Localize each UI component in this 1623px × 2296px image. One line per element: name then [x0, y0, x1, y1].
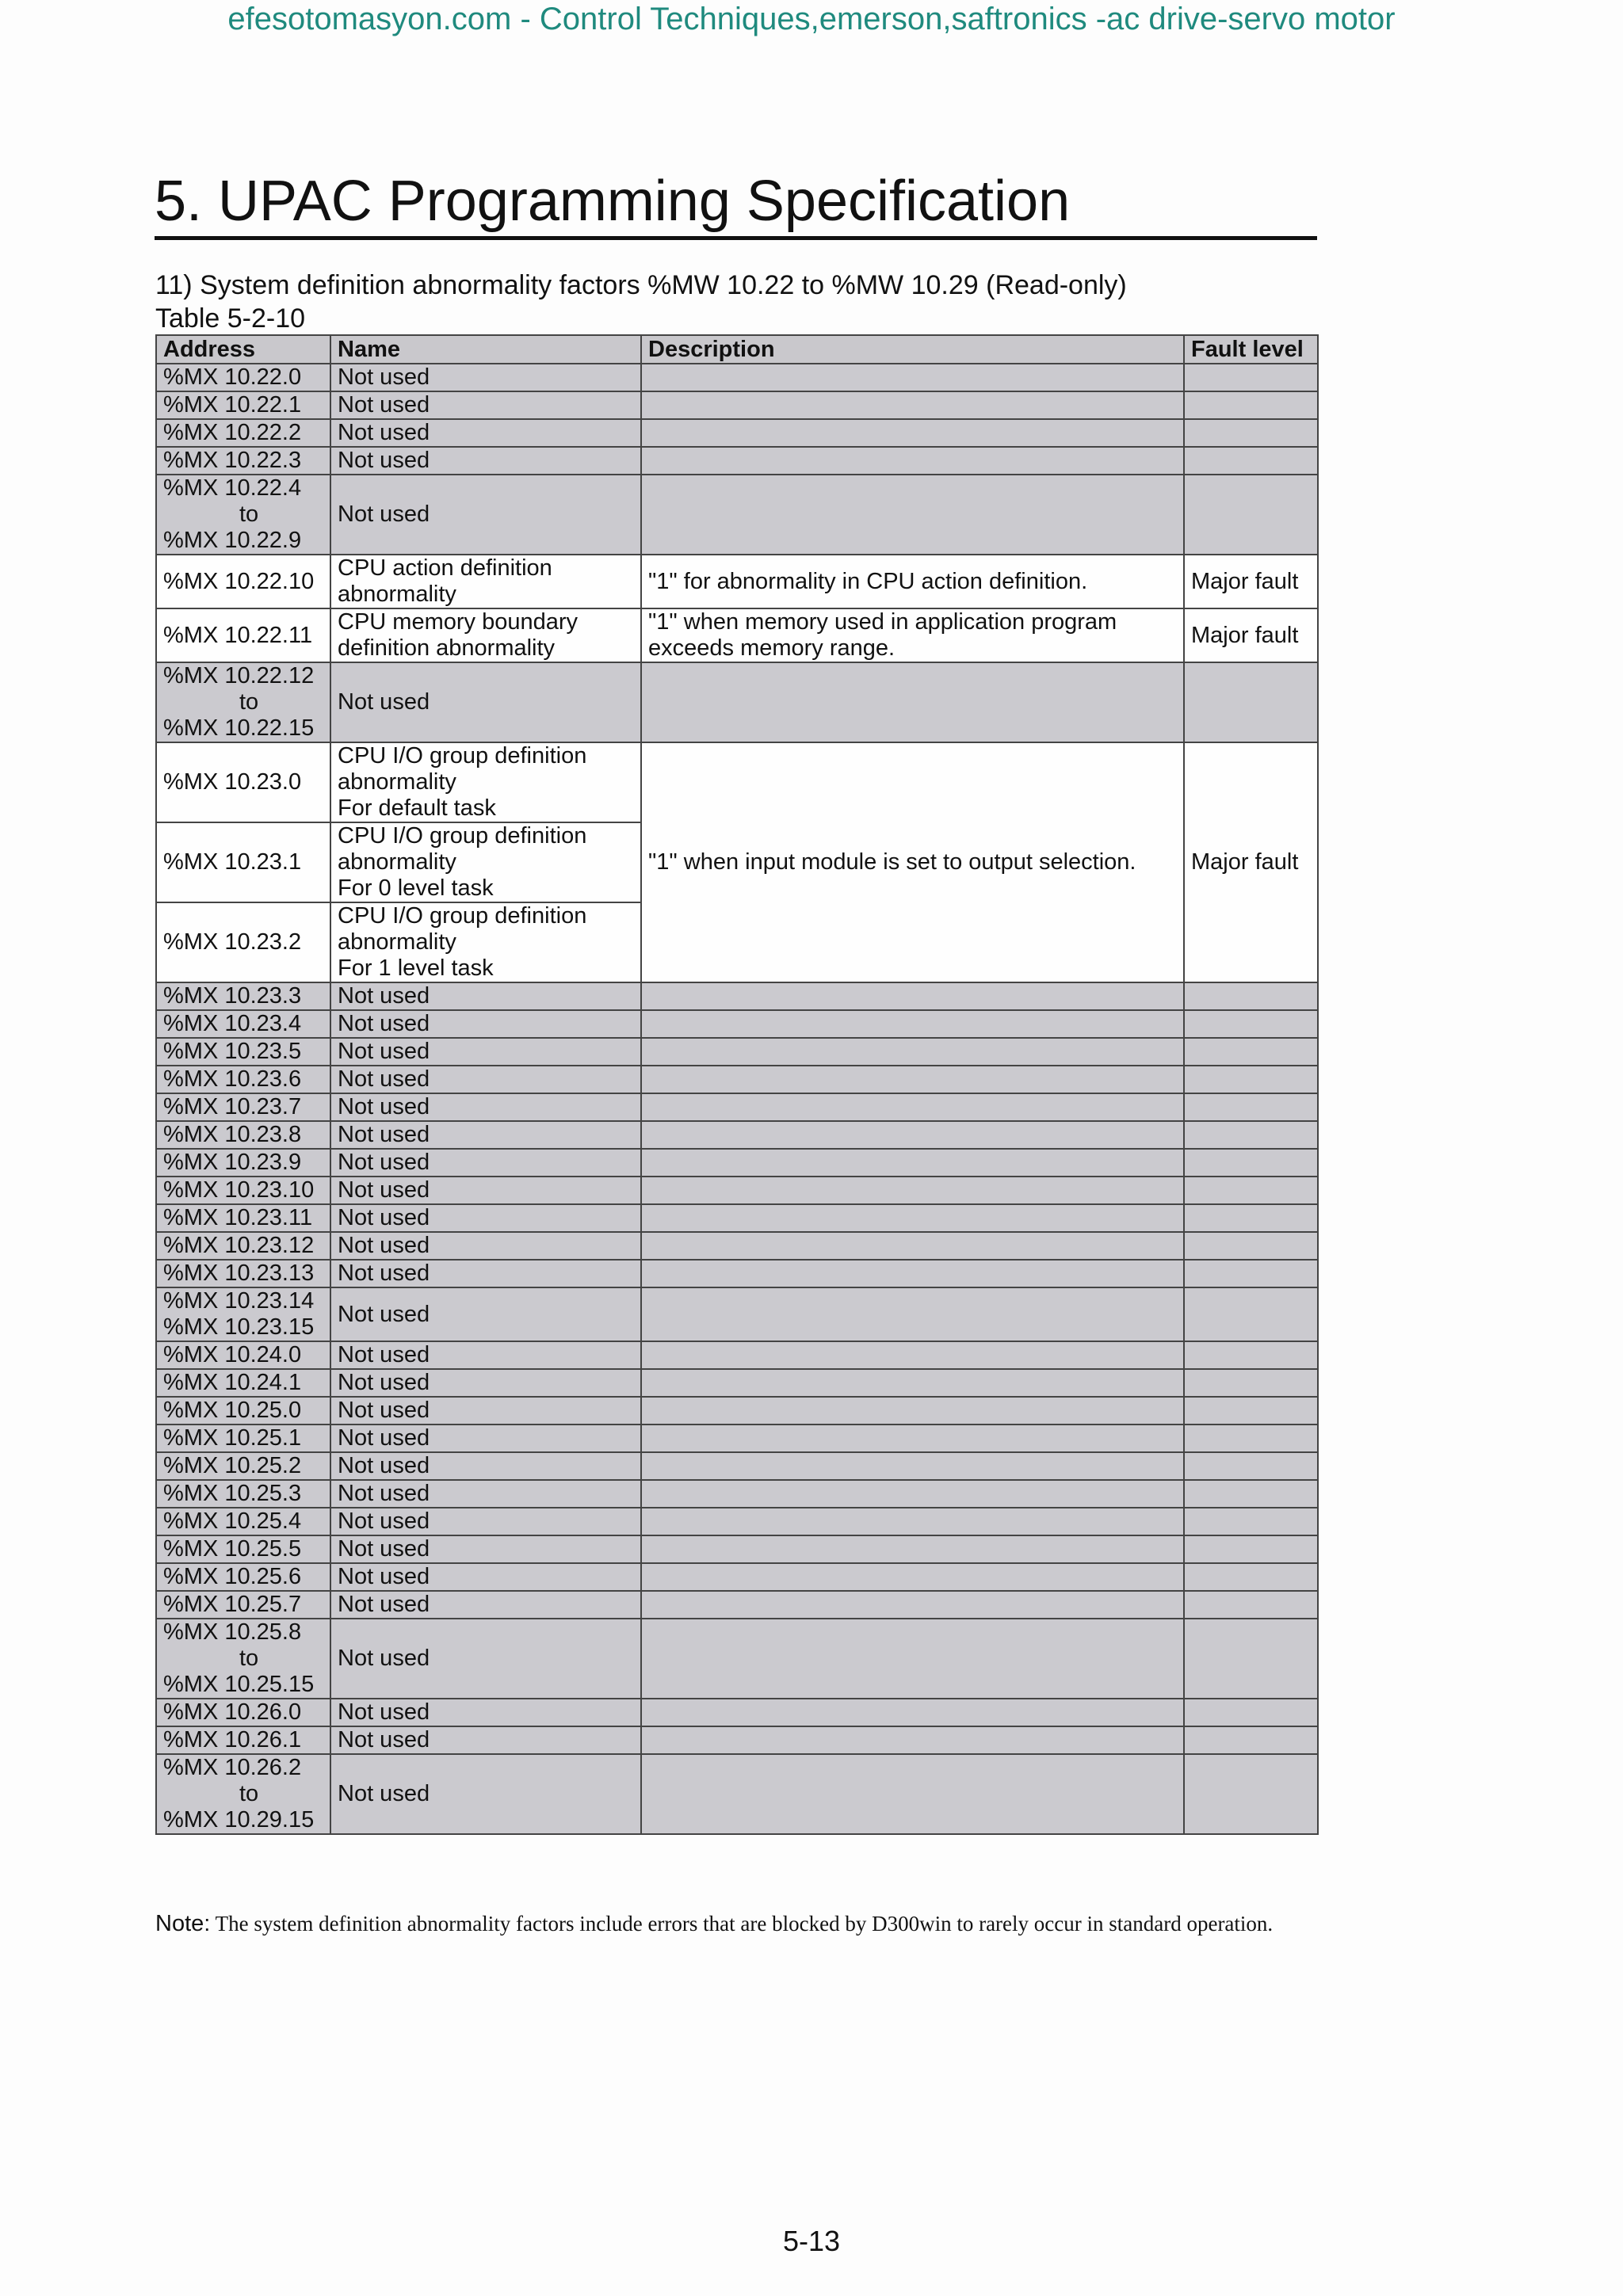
name-cell: Not used — [330, 982, 641, 1010]
address-line: %MX 10.23.4 — [163, 1011, 302, 1036]
table-row — [156, 1726, 1318, 1754]
address-cell — [156, 419, 330, 447]
address-line: %MX 10.23.5 — [163, 1039, 302, 1064]
fault-level-cell — [1184, 1177, 1318, 1204]
table-row — [156, 1397, 1318, 1425]
fault-level-cell — [1184, 1508, 1318, 1535]
name-line: CPU I/O group definition — [338, 823, 587, 849]
name-cell: Not used — [330, 1260, 641, 1287]
fault-level-cell — [1184, 1038, 1318, 1066]
name-cell: Not used — [330, 1535, 641, 1563]
address-cell — [156, 1093, 330, 1121]
table-row — [156, 1149, 1318, 1177]
address-cell — [156, 1038, 330, 1066]
fault-level-cell — [1184, 1619, 1318, 1699]
address-line: %MX 10.24.0 — [163, 1342, 302, 1367]
table-row — [156, 447, 1318, 475]
address-line: to — [239, 502, 259, 527]
table-row — [156, 555, 1318, 608]
fault-level-cell — [1184, 1260, 1318, 1287]
address-line: %MX 10.25.7 — [163, 1592, 302, 1617]
column-header-address: Address — [156, 335, 330, 364]
abnormality-factors-table — [155, 334, 1319, 1835]
name-line: abnormality — [338, 849, 456, 875]
description-cell — [641, 1341, 1184, 1369]
table-header-row — [156, 335, 1318, 364]
name-cell: CPU action definition abnormality — [330, 555, 641, 608]
address-cell — [156, 1591, 330, 1619]
description-cell — [641, 1452, 1184, 1480]
address-cell — [156, 1121, 330, 1149]
table-row — [156, 1232, 1318, 1260]
address-line: %MX 10.25.2 — [163, 1453, 302, 1478]
description-cell — [641, 1093, 1184, 1121]
name-cell: Not used — [330, 1591, 641, 1619]
address-line: to — [239, 689, 259, 715]
address-cell — [156, 1341, 330, 1369]
note — [155, 1911, 1273, 1937]
table-row — [156, 475, 1318, 555]
name-line: CPU I/O group definition — [338, 903, 587, 929]
fault-level-cell — [1184, 1397, 1318, 1425]
fault-level-cell — [1184, 1232, 1318, 1260]
table-row — [156, 1341, 1318, 1369]
address-line: to — [239, 1781, 259, 1806]
name-cell: Not used — [330, 1452, 641, 1480]
description-cell — [641, 1699, 1184, 1726]
table-row — [156, 1591, 1318, 1619]
address-cell — [156, 608, 330, 662]
address-cell — [156, 1149, 330, 1177]
table-row — [156, 742, 1318, 822]
name-cell: Not used — [330, 1754, 641, 1834]
description-cell — [641, 1726, 1184, 1754]
section-title: 11) System definition abnormality factors %MW 10.22 to %MW 10.29 (Read-only) — [155, 270, 1127, 300]
address-cell — [156, 391, 330, 419]
fault-level-cell — [1184, 1452, 1318, 1480]
address-line: %MX 10.23.15 — [163, 1314, 315, 1340]
fault-level-cell: Major fault — [1184, 742, 1318, 982]
name-cell: Not used — [330, 662, 641, 742]
address-cell — [156, 1699, 330, 1726]
address-cell — [156, 555, 330, 608]
chapter-title: 5. UPAC Programming Specification — [155, 168, 1317, 240]
table-row — [156, 1699, 1318, 1726]
fault-level-cell — [1184, 1591, 1318, 1619]
name-cell: Not used — [330, 1204, 641, 1232]
fault-level-cell — [1184, 419, 1318, 447]
address-line: %MX 10.23.3 — [163, 983, 302, 1009]
table-row — [156, 1038, 1318, 1066]
address-line: %MX 10.23.6 — [163, 1066, 302, 1092]
address-line: %MX 10.22.9 — [163, 528, 302, 553]
name-cell: Not used — [330, 1563, 641, 1591]
address-line: %MX 10.22.0 — [163, 364, 302, 390]
table-row — [156, 1121, 1318, 1149]
table-row — [156, 608, 1318, 662]
name-cell: Not used — [330, 419, 641, 447]
note-label: Note: — [155, 1911, 211, 1936]
description-cell — [641, 1204, 1184, 1232]
name-cell: Not used — [330, 1287, 641, 1341]
table-row — [156, 1425, 1318, 1452]
address-line: %MX 10.23.9 — [163, 1150, 302, 1175]
description-cell — [641, 1232, 1184, 1260]
fault-level-cell — [1184, 1121, 1318, 1149]
name-cell: Not used — [330, 1038, 641, 1066]
address-cell — [156, 1066, 330, 1093]
address-cell — [156, 1535, 330, 1563]
address-cell — [156, 1260, 330, 1287]
name-cell: Not used — [330, 1149, 641, 1177]
description-cell — [641, 1369, 1184, 1397]
address-line: %MX 10.23.0 — [163, 769, 302, 795]
address-line: %MX 10.22.4 — [163, 475, 302, 501]
name-cell — [330, 822, 641, 902]
fault-level-cell — [1184, 1699, 1318, 1726]
address-line: %MX 10.25.0 — [163, 1398, 302, 1423]
address-cell — [156, 1425, 330, 1452]
name-line: For 1 level task — [338, 955, 494, 981]
table-row — [156, 1508, 1318, 1535]
fault-level-cell — [1184, 447, 1318, 475]
table-row — [156, 1619, 1318, 1699]
table-row — [156, 982, 1318, 1010]
table-row — [156, 419, 1318, 447]
name-cell: Not used — [330, 447, 641, 475]
address-line: %MX 10.23.1 — [163, 849, 302, 875]
address-line: %MX 10.26.2 — [163, 1755, 302, 1780]
address-line: %MX 10.22.15 — [163, 715, 315, 741]
address-cell — [156, 1232, 330, 1260]
address-cell — [156, 1204, 330, 1232]
fault-level-cell — [1184, 1093, 1318, 1121]
description-cell — [641, 419, 1184, 447]
fault-level-cell — [1184, 1726, 1318, 1754]
description-cell — [641, 1480, 1184, 1508]
address-cell — [156, 1480, 330, 1508]
name-cell: Not used — [330, 1480, 641, 1508]
table-row — [156, 1093, 1318, 1121]
address-line: to — [239, 1646, 259, 1671]
address-cell — [156, 1177, 330, 1204]
address-line: %MX 10.25.4 — [163, 1508, 302, 1534]
description-cell — [641, 447, 1184, 475]
address-cell — [156, 1754, 330, 1834]
fault-level-cell — [1184, 1149, 1318, 1177]
table-caption: Table 5-2-10 — [155, 303, 306, 334]
address-line: %MX 10.24.1 — [163, 1370, 302, 1395]
name-cell: Not used — [330, 1066, 641, 1093]
description-cell — [641, 1619, 1184, 1699]
address-cell — [156, 1369, 330, 1397]
name-cell — [330, 742, 641, 822]
table-row — [156, 1452, 1318, 1480]
address-cell — [156, 902, 330, 982]
name-line: abnormality — [338, 929, 456, 955]
description-cell — [641, 1591, 1184, 1619]
name-cell: Not used — [330, 1121, 641, 1149]
table-row — [156, 1754, 1318, 1834]
description-cell — [641, 1425, 1184, 1452]
address-cell — [156, 1563, 330, 1591]
address-line: %MX 10.25.5 — [163, 1536, 302, 1562]
address-cell — [156, 364, 330, 391]
column-header-description: Description — [641, 335, 1184, 364]
name-cell: Not used — [330, 475, 641, 555]
fault-level-cell — [1184, 1563, 1318, 1591]
address-cell — [156, 1619, 330, 1699]
description-cell — [641, 1149, 1184, 1177]
fault-level-cell — [1184, 1425, 1318, 1452]
fault-level-cell — [1184, 1010, 1318, 1038]
description-cell — [641, 662, 1184, 742]
description-cell — [641, 391, 1184, 419]
description-cell — [641, 1038, 1184, 1066]
address-cell — [156, 1726, 330, 1754]
description-cell — [641, 1508, 1184, 1535]
name-cell: Not used — [330, 1177, 641, 1204]
fault-level-cell — [1184, 475, 1318, 555]
name-cell: Not used — [330, 1093, 641, 1121]
description-cell: "1" for abnormality in CPU action definition. — [641, 555, 1184, 608]
address-line: %MX 10.26.0 — [163, 1699, 302, 1725]
name-line: abnormality — [338, 769, 456, 795]
address-cell — [156, 1452, 330, 1480]
address-cell — [156, 475, 330, 555]
address-line: %MX 10.29.15 — [163, 1807, 315, 1833]
address-cell — [156, 982, 330, 1010]
name-line: For 0 level task — [338, 875, 494, 901]
name-cell: Not used — [330, 1369, 641, 1397]
name-line: CPU I/O group definition — [338, 743, 587, 769]
address-line: %MX 10.23.14 — [163, 1288, 315, 1314]
address-line: %MX 10.22.12 — [163, 663, 315, 688]
name-cell: Not used — [330, 1425, 641, 1452]
address-line: %MX 10.23.11 — [163, 1205, 313, 1230]
fault-level-cell — [1184, 1341, 1318, 1369]
address-line: %MX 10.22.10 — [163, 568, 315, 594]
name-cell: Not used — [330, 1699, 641, 1726]
address-line: %MX 10.22.3 — [163, 448, 302, 473]
table-row — [156, 1260, 1318, 1287]
address-line: %MX 10.22.2 — [163, 420, 302, 445]
address-cell — [156, 447, 330, 475]
address-line: %MX 10.25.1 — [163, 1425, 302, 1451]
name-cell: Not used — [330, 1341, 641, 1369]
table-row — [156, 1010, 1318, 1038]
address-line: %MX 10.25.3 — [163, 1481, 302, 1506]
fault-level-cell — [1184, 1287, 1318, 1341]
address-line: %MX 10.23.12 — [163, 1233, 315, 1258]
fault-level-cell — [1184, 662, 1318, 742]
table-row — [156, 1287, 1318, 1341]
fault-level-cell — [1184, 1535, 1318, 1563]
description-cell — [641, 1535, 1184, 1563]
address-cell — [156, 742, 330, 822]
name-cell: Not used — [330, 1010, 641, 1038]
address-line: %MX 10.22.1 — [163, 392, 302, 418]
address-cell — [156, 662, 330, 742]
address-line: %MX 10.23.13 — [163, 1261, 315, 1286]
description-cell — [641, 364, 1184, 391]
description-cell — [641, 1563, 1184, 1591]
table-row — [156, 1535, 1318, 1563]
column-header-name: Name — [330, 335, 641, 364]
fault-level-cell — [1184, 364, 1318, 391]
note-text: The system definition abnormality factors include errors that are blocked by D300win to rarely occur in standard operation. — [210, 1912, 1274, 1936]
table-row — [156, 662, 1318, 742]
name-cell: CPU memory boundary definition abnormality — [330, 608, 641, 662]
table-row — [156, 1066, 1318, 1093]
description-cell — [641, 1177, 1184, 1204]
name-cell: Not used — [330, 1232, 641, 1260]
table-row — [156, 1204, 1318, 1232]
address-cell — [156, 1508, 330, 1535]
table-row — [156, 1177, 1318, 1204]
table-row — [156, 1563, 1318, 1591]
table-row — [156, 1480, 1318, 1508]
description-cell — [641, 1287, 1184, 1341]
address-line: %MX 10.23.7 — [163, 1094, 302, 1119]
address-cell — [156, 1397, 330, 1425]
name-cell: Not used — [330, 1619, 641, 1699]
address-line: %MX 10.25.6 — [163, 1564, 302, 1589]
address-line: %MX 10.25.8 — [163, 1619, 302, 1645]
description-cell — [641, 982, 1184, 1010]
description-cell: "1" when input module is set to output selection. — [641, 742, 1184, 982]
fault-level-cell: Major fault — [1184, 555, 1318, 608]
description-cell — [641, 475, 1184, 555]
address-cell — [156, 1010, 330, 1038]
page-number: 5-13 — [782, 2225, 841, 2257]
description-cell — [641, 1397, 1184, 1425]
name-cell: Not used — [330, 391, 641, 419]
fault-level-cell — [1184, 391, 1318, 419]
fault-level-cell — [1184, 1754, 1318, 1834]
name-line: For default task — [338, 795, 496, 821]
table-row — [156, 364, 1318, 391]
fault-level-cell — [1184, 1066, 1318, 1093]
description-cell — [641, 1754, 1184, 1834]
fault-level-cell — [1184, 1369, 1318, 1397]
fault-level-cell: Major fault — [1184, 608, 1318, 662]
name-cell: Not used — [330, 1397, 641, 1425]
description-cell — [641, 1260, 1184, 1287]
table-row — [156, 391, 1318, 419]
description-cell — [641, 1010, 1184, 1038]
address-line: %MX 10.22.11 — [163, 622, 313, 648]
table-row — [156, 1369, 1318, 1397]
description-cell: "1" when memory used in application program exceeds memory range. — [641, 608, 1184, 662]
address-line: %MX 10.23.8 — [163, 1122, 302, 1147]
name-cell — [330, 902, 641, 982]
column-header-fault-level: Fault level — [1184, 335, 1318, 364]
fault-level-cell — [1184, 982, 1318, 1010]
description-cell — [641, 1066, 1184, 1093]
fault-level-cell — [1184, 1480, 1318, 1508]
fault-level-cell — [1184, 1204, 1318, 1232]
address-line: %MX 10.25.15 — [163, 1672, 315, 1697]
name-cell: Not used — [330, 364, 641, 391]
address-cell — [156, 1287, 330, 1341]
address-cell — [156, 822, 330, 902]
address-line: %MX 10.26.1 — [163, 1727, 302, 1753]
description-cell — [641, 1121, 1184, 1149]
name-cell: Not used — [330, 1508, 641, 1535]
address-line: %MX 10.23.2 — [163, 929, 302, 955]
header-link[interactable]: efesotomasyon.com - Control Techniques,emerson,saftronics -ac drive-servo motor — [227, 2, 1396, 36]
name-cell: Not used — [330, 1726, 641, 1754]
table-body — [156, 364, 1318, 1834]
address-line: %MX 10.23.10 — [163, 1177, 315, 1203]
